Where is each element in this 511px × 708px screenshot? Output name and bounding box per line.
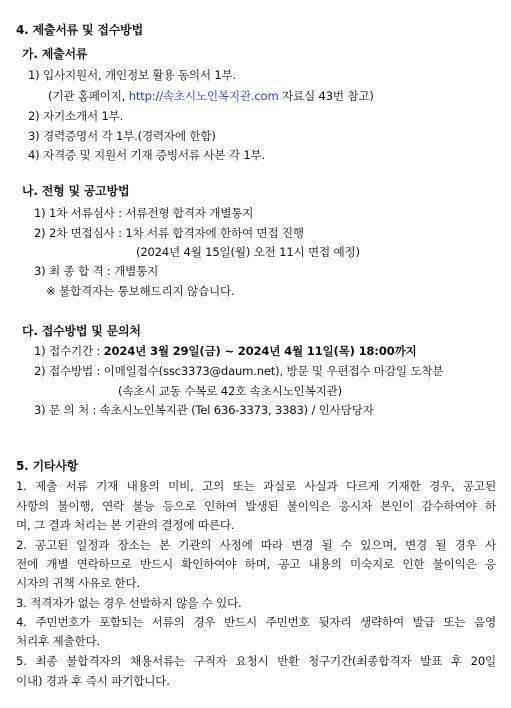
na-item-1: 1) 1차 서류심사 : 서류전형 합격자 개별통지	[34, 206, 254, 220]
ga-item-1-sub-prefix: (기관 홈페이지,	[48, 89, 129, 103]
da-item-2: 2) 접수방법 : 이메일접수(ssc3373@daum.net), 방문 및 우편접수 마감일 도착분	[34, 364, 444, 378]
p3-line-1: 3. 적격자가 없는 경우 선발하지 않을 수 있다.	[16, 596, 242, 610]
subsection-na-title: 나. 전형 및 공고방법	[22, 184, 130, 198]
da-item-3: 3) 문 의 처 : 속초시노인복지관 (Tel 636-3373, 3383) / 인사담당자	[34, 403, 374, 417]
da-item-1-value: 2024년 3월 29일(금) ~ 2024년 4월 11일(목) 18:00까지	[103, 344, 417, 358]
section-4-title: 4. 제출서류 및 접수방법	[16, 23, 143, 37]
ga-item-4: 4) 자격증 및 지원서 기재 증빙서류 사본 각 1부.	[28, 148, 266, 162]
p2-line-3: 시자의 귀책 사유로 한다.	[16, 576, 140, 590]
p2-line-2: 전에 개별 연락하므로 반드시 확인하여야 하며, 공고 내용의 미숙지로 인한 불이익은 응	[16, 557, 496, 571]
na-item-2: 2) 2차 면접심사 : 1차 서류 합격자에 한하여 면접 진행	[34, 226, 304, 240]
p2-line-1: 2. 공고된 일정과 장소는 본 기관의 사정에 따라 변경 될 수 있으며, 변경 될 경우 사	[16, 538, 496, 552]
subsection-ga-title: 가. 제출서류	[22, 47, 88, 61]
p1-line-3: 며, 그 결과 처리는 본 기관의 결정에 따른다.	[16, 518, 235, 532]
da-item-1	[34, 343, 416, 359]
na-note: ※ 불합격자는 통보해드리지 않습니다.	[46, 284, 235, 298]
p1-line-1: 1. 제출 서류 기재 내용의 미비, 고의 또는 과실로 사실과 다르게 기재한 경우, 공고된	[16, 479, 496, 493]
ga-item-2: 2) 자기소개서 1부.	[28, 109, 124, 123]
na-item-2-sub: (2024년 4월 15일(월) 오전 11시 면접 예정)	[136, 245, 360, 259]
na-item-3: 3) 최 종 합 격 : 개별통지	[34, 264, 159, 278]
p5-line-2: 이내) 경과 후 즉시 파기합니다.	[16, 674, 170, 688]
ga-item-1-sub	[48, 88, 374, 104]
da-item-1-label: 1) 접수기간 :	[34, 344, 104, 358]
subsection-da-title: 다. 접수방법 및 문의처	[22, 324, 141, 338]
ga-item-1-sub-suffix: 자료실 43번 참고)	[278, 89, 374, 103]
homepage-link[interactable]: http://속초시노인복지관.com	[128, 89, 279, 103]
p1-line-2: 사항의 불이행, 연락 불능 등으로 인하여 발생된 불이익은 응시자 본인이 감수하여야 하	[16, 499, 496, 513]
p5-line-1: 5. 최종 불합격자의 채용서류는 구직자 요청시 반환 청구기간(최종합격자 발표 후 20일	[16, 654, 496, 668]
p4-line-1: 4. 주민번호가 포함되는 서류의 경우 반드시 주민번호 뒷자리 생략하여 발급 또는 음영	[16, 615, 496, 629]
ga-item-3: 3) 경력증명서 각 1부.(경력자에 한함)	[28, 129, 216, 143]
da-item-2-sub: (속초시 교동 수복로 42호 속초시노인복지관)	[118, 384, 342, 398]
section-5-title: 5. 기타사항	[16, 459, 79, 473]
ga-item-1: 1) 입사지원서, 개인정보 활용 동의서 1부.	[28, 68, 237, 82]
p4-line-2: 처리후 제출한다.	[16, 634, 100, 648]
